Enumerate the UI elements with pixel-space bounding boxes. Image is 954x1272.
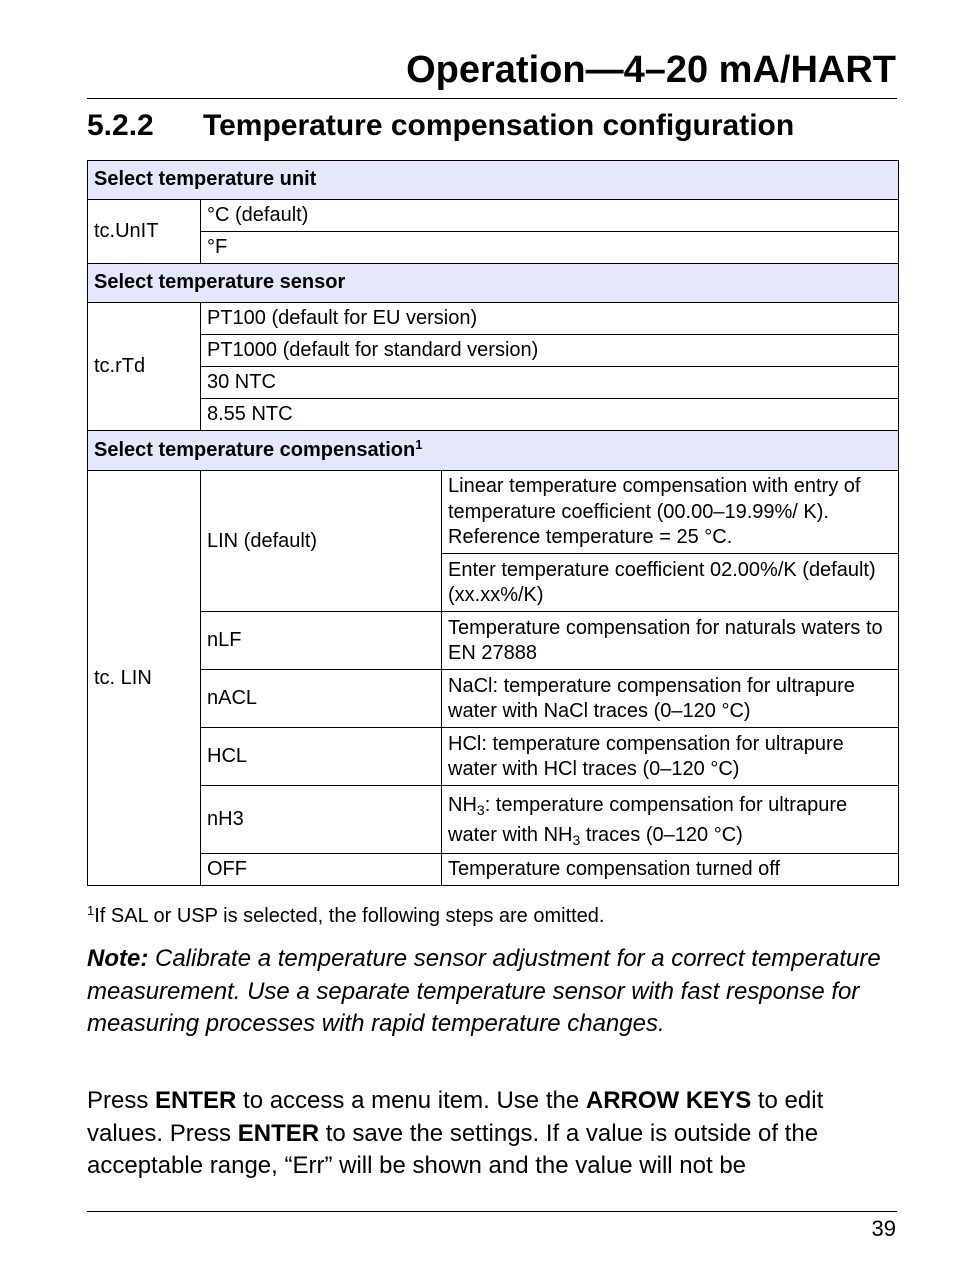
note-label: Note:	[87, 945, 149, 972]
sensor-option-30ntc: 30 NTC	[201, 367, 899, 399]
nh3-text-2: : temperature compensation for ultrapure water with NH	[448, 794, 848, 846]
note-paragraph	[87, 943, 897, 1041]
unit-option-celsius: °C (default)	[201, 200, 899, 232]
unit-option-fahrenheit: °F	[201, 232, 899, 264]
instruction-paragraph	[87, 1085, 897, 1183]
page-number: 39	[871, 1216, 896, 1241]
footnote-text: If SAL or USP is selected, the following steps are omitted.	[94, 905, 605, 927]
key-enter: ENTER	[155, 1087, 237, 1114]
compensation-header	[88, 431, 899, 471]
comp-option-hcl: HCL	[201, 728, 442, 786]
comp-option-nh3: nH3	[201, 786, 442, 854]
sensor-option-pt100: PT100 (default for EU version)	[201, 303, 899, 335]
footnote-mark: 1	[415, 436, 423, 452]
comp-option-nlf: nLF	[201, 612, 442, 670]
section-heading	[87, 107, 897, 145]
table-row	[88, 612, 899, 670]
nh3-text-3: traces (0–120 °C)	[580, 824, 743, 846]
comp-option-off: OFF	[201, 854, 442, 886]
comp-option-lin: LIN (default)	[201, 471, 442, 612]
table-row	[88, 232, 899, 264]
unit-header: Select temperature unit	[88, 161, 899, 200]
table-row	[88, 367, 899, 399]
footer-rule	[87, 1211, 897, 1212]
footnote-number: 1	[87, 903, 95, 918]
comp-desc-hcl: HCl: temperature compensation for ultrapure water with HCl traces (0–120 °C)	[442, 728, 899, 786]
sensor-option-855ntc: 8.55 NTC	[201, 399, 899, 431]
key-arrow-keys: ARROW KEYS	[585, 1087, 752, 1114]
unit-code: tc.UnIT	[88, 200, 201, 264]
comp-desc-nacl: NaCl: temperature compensation for ultrapure water with NaCl traces (0–120 °C)	[442, 670, 899, 728]
title-rule	[87, 98, 897, 99]
compensation-code: tc. LIN	[88, 471, 201, 886]
body-text: to access a menu item. Use the	[236, 1087, 586, 1114]
table-row	[88, 854, 899, 886]
body-text: Press	[87, 1087, 156, 1114]
table-row	[88, 728, 899, 786]
table-row	[88, 471, 899, 554]
nh3-subscript-1: 3	[476, 802, 485, 818]
table-header-row	[88, 161, 899, 200]
nh3-text-1: NH	[448, 794, 477, 816]
compensation-header-text: Select temperature compensation	[94, 438, 416, 461]
page-title: Operation—4–20 mA/HART	[406, 49, 896, 91]
comp-desc-lin-coefficient: Enter temperature coefficient 02.00%/K (default) (xx.xx%/K)	[442, 554, 899, 612]
table-footnote	[87, 903, 897, 929]
comp-option-nacl: nACL	[201, 670, 442, 728]
table-row	[88, 200, 899, 232]
table-row	[88, 399, 899, 431]
key-enter: ENTER	[237, 1119, 320, 1147]
comp-desc-nh3	[442, 786, 899, 854]
table-row	[88, 335, 899, 367]
comp-desc-off: Temperature compensation turned off	[442, 854, 899, 886]
comp-desc-nlf: Temperature compensation for naturals waters to EN 27888	[442, 612, 899, 670]
section-title: Temperature compensation configuration	[203, 109, 795, 142]
section-number: 5.2.2	[87, 109, 154, 142]
nh3-subscript-2: 3	[572, 832, 581, 848]
note-text: Calibrate a temperature sensor adjustment for a correct temperature measurement. Use a separate temperature sensor with fast response for measuring processes with rapid temperature changes.	[87, 945, 881, 1037]
table-row	[88, 670, 899, 728]
temperature-config-table	[87, 160, 899, 886]
table-header-row	[88, 264, 899, 303]
sensor-code: tc.rTd	[88, 303, 201, 431]
sensor-header: Select temperature sensor	[88, 264, 899, 303]
table-row	[88, 303, 899, 335]
comp-desc-lin: Linear temperature compensation with entry of temperature coefficient (00.00–19.99%/ K). Reference temperature = 25 °C.	[442, 471, 899, 554]
table-row	[88, 786, 899, 854]
table-header-row	[88, 431, 899, 471]
sensor-option-pt1000: PT1000 (default for standard version)	[201, 335, 899, 367]
body-text: to save the settings. If a value is outside of the acceptable range, “Err” will be shown and the value will not be	[87, 1119, 819, 1179]
body-text: to edit values. Press	[87, 1087, 824, 1147]
